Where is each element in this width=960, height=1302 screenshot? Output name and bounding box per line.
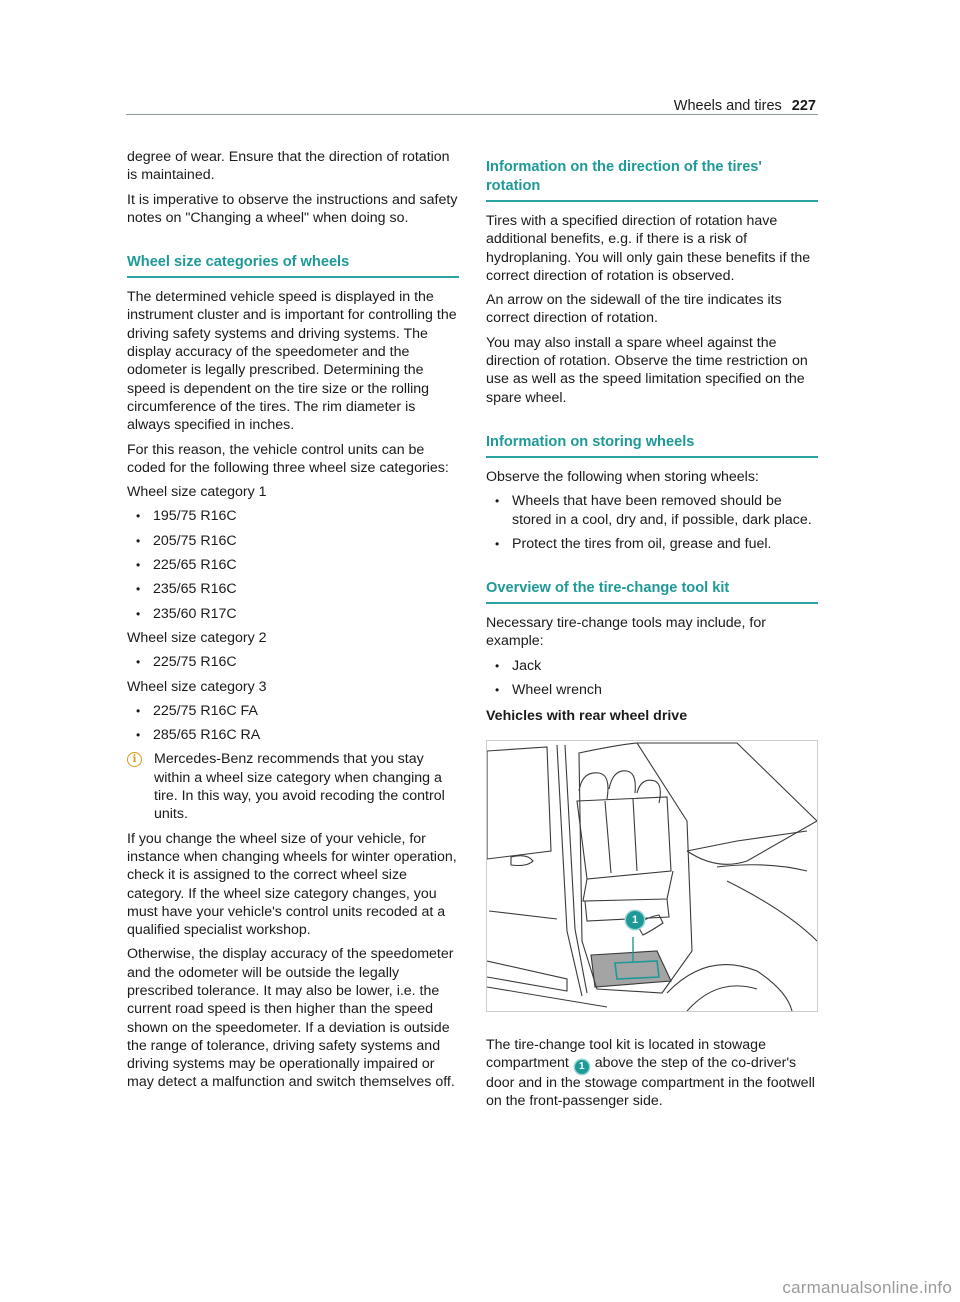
list-item <box>127 532 459 550</box>
intro-paragraph-2: It is imperative to observe the instructions and safety notes on "Changing a wheel" when doing so. <box>127 191 458 226</box>
bullet-icon: • <box>495 658 500 673</box>
list-item <box>127 507 459 525</box>
tire-size: 225/75 R16C <box>153 654 237 671</box>
info-icon: i <box>127 752 142 767</box>
bullet-icon: • <box>495 683 500 698</box>
toolkit-intro: Necessary tire-change tools may include, for example: <box>486 615 766 650</box>
list-item <box>127 653 459 671</box>
category-1-label: Wheel size category 1 <box>127 484 267 501</box>
toolkit-list <box>486 657 818 700</box>
tire-size: 205/75 R16C <box>153 532 237 549</box>
category-3-list <box>127 702 459 745</box>
vehicle-illustration <box>486 740 818 1012</box>
left-column <box>127 148 459 1098</box>
list-item-text: Wheels that have been removed should be stored in a cool, dry and, if possible, dark place. <box>512 493 812 528</box>
note-text: Mercedes-Benz recommends that you stay within a wheel size category when changing a tire. In this way, you avoid recoding the control units. <box>154 751 445 823</box>
section-title-toolkit: Overview of the tire-change tool kit <box>486 579 818 604</box>
intro-paragraph-1: degree of wear. Ensure that the direction of rotation is maintained. <box>127 149 450 184</box>
list-item-text: Protect the tires from oil, grease and fuel. <box>512 535 772 552</box>
storing-intro: Observe the following when storing wheels: <box>486 468 759 485</box>
list-item <box>486 535 818 553</box>
list-item-text: Wheel wrench <box>512 682 602 699</box>
bullet-icon: • <box>136 728 141 743</box>
wheel-size-paragraph-2: For this reason, the vehicle control units can be coded for the following three wheel size categories: <box>127 441 449 476</box>
bullet-icon: • <box>136 558 141 573</box>
list-item <box>127 580 459 598</box>
list-item <box>486 657 818 675</box>
tire-size: 285/65 R16C RA <box>153 727 261 744</box>
caption-text-after: above the step of the co-driver's door and in the stowage compartment in the footwell on the front-passenger side. <box>486 1054 815 1110</box>
running-head <box>674 98 816 114</box>
list-item <box>127 556 459 574</box>
list-item <box>127 726 459 744</box>
subheading-rear-wheel-drive: Vehicles with rear wheel drive <box>486 708 688 725</box>
page-number: 227 <box>791 98 816 114</box>
category-2-list <box>127 653 459 671</box>
tire-size: 235/60 R17C <box>153 605 237 622</box>
category-3-label: Wheel size category 3 <box>127 678 267 695</box>
rotation-paragraph-1: Tires with a specified direction of rotation have additional benefits, e.g. if there is a risk of hydroplaning. You will only gain these benefits if the correct direction of rotation is observed. <box>486 213 811 284</box>
figure-callout-1: 1 <box>626 911 644 929</box>
closing-paragraph-1: If you change the wheel size of your vehicle, for instance when changing wheels for winter operation, check it is assigned to the correct wheel size category. If the wheel size category changes, you must have your vehicle's control units recoded at a qualified specialist workshop. <box>127 830 457 939</box>
tire-size: 235/65 R16C <box>153 581 237 598</box>
watermark: carmanualsonline.info <box>782 1278 952 1297</box>
bullet-icon: • <box>495 536 500 551</box>
section-name: Wheels and tires <box>673 98 782 114</box>
tire-size: 225/65 R16C <box>153 557 237 574</box>
list-item <box>486 492 818 529</box>
info-note <box>127 750 459 823</box>
right-column <box>486 158 818 1117</box>
van-door-line-drawing <box>487 741 817 1011</box>
toolkit-caption <box>486 1036 818 1111</box>
bullet-icon: • <box>136 606 141 621</box>
storing-list <box>486 492 818 553</box>
list-item <box>127 702 459 720</box>
header-rule <box>126 114 818 115</box>
closing-paragraph-2: Otherwise, the display accuracy of the speedometer and the odometer will be outside the legally prescribed tolerance. It may also be lower, i.e. the current road speed is then higher than the speed shown on the speedometer. If a deviation is outside the range of tolerance, driving safety systems and driving systems may be operationally impaired or may detect a malfunction and switch themselves off. <box>127 946 455 1091</box>
caption-text-before: The tire-change tool kit is located in stowage compartment <box>486 1036 766 1071</box>
tire-size: 195/75 R16C <box>153 508 237 525</box>
bullet-icon: • <box>136 509 141 524</box>
rotation-paragraph-2: An arrow on the sidewall of the tire indicates its correct direction of rotation. <box>486 292 782 327</box>
list-item <box>127 605 459 623</box>
caption-callout-1: 1 <box>575 1060 589 1074</box>
bullet-icon: • <box>136 582 141 597</box>
section-title-storing: Information on storing wheels <box>486 433 818 458</box>
bullet-icon: • <box>136 533 141 548</box>
wheel-size-paragraph-1: The determined vehicle speed is displayed in the instrument cluster and is important for controlling the driving safety systems and driving systems. The display accuracy of the speedometer and the odometer is legally prescribed. Determining the speed is dependent on the tire size or the rolling circumference of the tires. The rim diameter is always specified in inches. <box>127 289 457 434</box>
rotation-paragraph-3: You may also install a spare wheel against the direction of rotation. Observe the time restriction on use as well as the speed limitation specified on the spare wheel. <box>486 334 808 406</box>
tire-size: 225/75 R16C FA <box>153 702 258 719</box>
section-title-wheel-size: Wheel size categories of wheels <box>127 253 459 278</box>
list-item-text: Jack <box>512 657 542 674</box>
list-item <box>486 681 818 699</box>
bullet-icon: • <box>136 655 141 670</box>
bullet-icon: • <box>136 703 141 718</box>
category-1-list <box>127 507 459 622</box>
bullet-icon: • <box>495 494 500 509</box>
section-title-rotation: Information on the direction of the tires' rotation <box>486 158 818 202</box>
category-2-label: Wheel size category 2 <box>127 629 267 646</box>
